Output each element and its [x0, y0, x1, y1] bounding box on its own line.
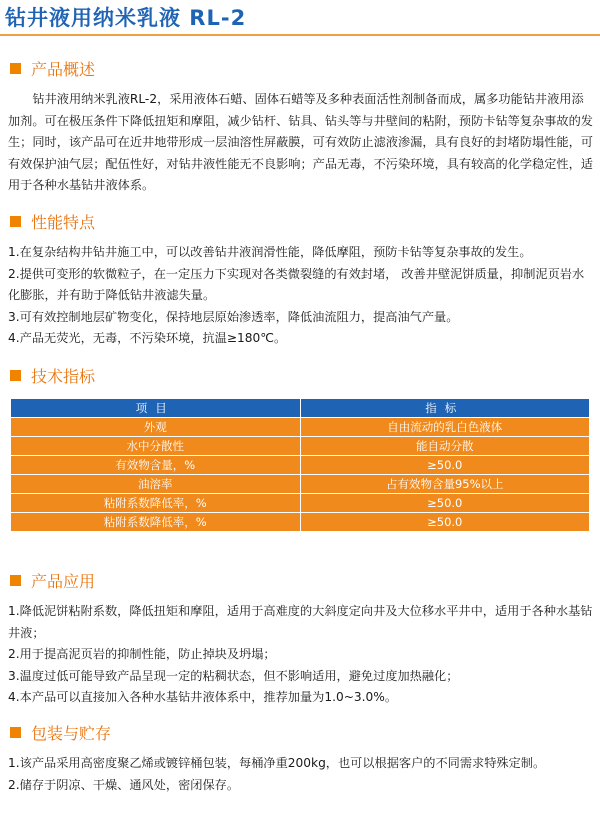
table-row: [11, 418, 590, 437]
column-header-item: 项目: [11, 399, 301, 418]
application-item: 1.降低泥饼粘附系数，降低扭矩和摩阻，适用于高难度的大斜度定向井及大位移水平井中，适用于各种水基钻井液；: [8, 604, 593, 640]
bullet-square-icon: [10, 63, 21, 74]
features-list: [8, 242, 595, 350]
column-header-value: 指标: [300, 399, 590, 418]
spec-table: [10, 398, 590, 532]
section-heading-applications: [10, 570, 95, 590]
feature-item: 2.提供可变形的软微粒子，在一定压力下实现对各类微裂缝的有效封堵， 改善井壁泥饼质量，抑制泥页岩水化膨胀，并有助于降低钻井液滤失量。: [8, 266, 585, 302]
overview-text: 钻井液用纳米乳液RL-2，采用液体石蜡、固体石蜡等及多种表面活性剂制备而成，属多功能钻井液用添加剂。可在极压条件下降低扭矩和摩阻，减少钻杆、钻具、钻头等与井壁间的粘附，预防卡钻等复杂事故的发生；同时，该产品可在近井地带形成一层油溶性屏蔽膜，可有效防止滤液渗漏，具有良好的封堵防塌性能，可有效保护油气层；配伍性好，对钻井液性能无不良影响；产品无毒，不污染环境，具有较高的化学稳定性，适用于各种水基钻井液体系。: [8, 92, 593, 192]
packaging-item: 1.该产品采用高密度聚乙烯或镀锌桶包装，每桶净重200kg，也可以根据客户的不同需求特殊定制。: [8, 756, 546, 770]
feature-item: 3.可有效控制地层矿物变化，保持地层原始渗透率，降低油流阻力，提高油气产量。: [8, 309, 459, 324]
section-heading-packaging: [10, 722, 111, 742]
application-item: 2.用于提高泥页岩的抑制性能，防止掉块及坍塌；: [8, 647, 276, 661]
section-title: 产品应用: [31, 571, 96, 591]
table-row: [11, 494, 590, 513]
bullet-square-icon: [10, 575, 21, 586]
application-item: 3.温度过低可能导致产品呈现一定的粘稠状态，但不影响适用，避免过度加热融化；: [8, 668, 459, 683]
section-title: 性能特点: [31, 212, 96, 232]
application-item: 4.本产品可以直接加入各种水基钻井液体系中，推荐加量为1.0~3.0%。: [8, 690, 398, 704]
bullet-square-icon: [10, 727, 21, 738]
section-heading-specs: [10, 365, 95, 385]
table-row: [11, 513, 590, 532]
feature-item: 1.在复杂结构井钻井施工中，可以改善钻井液润滑性能，降低摩阻，预防卡钻等复杂事故的发生。: [8, 245, 532, 259]
feature-item: 4.产品无荧光，无毒，不污染环境，抗温≥180℃。: [8, 331, 287, 345]
packaging-list: [8, 753, 595, 796]
overview-paragraph: [8, 89, 595, 197]
spec-item: 粘附系数降低率，%: [11, 513, 301, 532]
section-heading-overview: [10, 58, 95, 78]
section-title: 产品概述: [31, 59, 96, 79]
bullet-square-icon: [10, 216, 21, 227]
spec-item: 外观: [11, 418, 301, 437]
table-header-row: [11, 399, 590, 418]
spec-value: ≥50.0: [300, 494, 590, 513]
packaging-item: 2.储存于阴凉、干燥、通风处，密闭保存。: [8, 777, 240, 792]
table-row: [11, 456, 590, 475]
spec-item: 油溶率: [11, 475, 301, 494]
spec-item: 粘附系数降低率，%: [11, 494, 301, 513]
bullet-square-icon: [10, 370, 21, 381]
section-title: 技术指标: [31, 366, 96, 386]
spec-item: 水中分散性: [11, 437, 301, 456]
table-row: [11, 437, 590, 456]
spec-value: 自由流动的乳白色液体: [300, 418, 590, 437]
spec-value: ≥50.0: [300, 456, 590, 475]
table-row: [11, 475, 590, 494]
spec-value: 能自动分散: [300, 437, 590, 456]
section-heading-features: [10, 211, 95, 231]
page-title: 钻井液用纳米乳液 RL-2: [5, 6, 247, 30]
spec-item: 有效物含量，%: [11, 456, 301, 475]
spec-value: ≥50.0: [300, 513, 590, 532]
title-divider: [0, 34, 600, 36]
spec-value: 占有效物含量95%以上: [300, 475, 590, 494]
applications-list: [8, 601, 595, 709]
section-title: 包装与贮存: [31, 723, 112, 743]
